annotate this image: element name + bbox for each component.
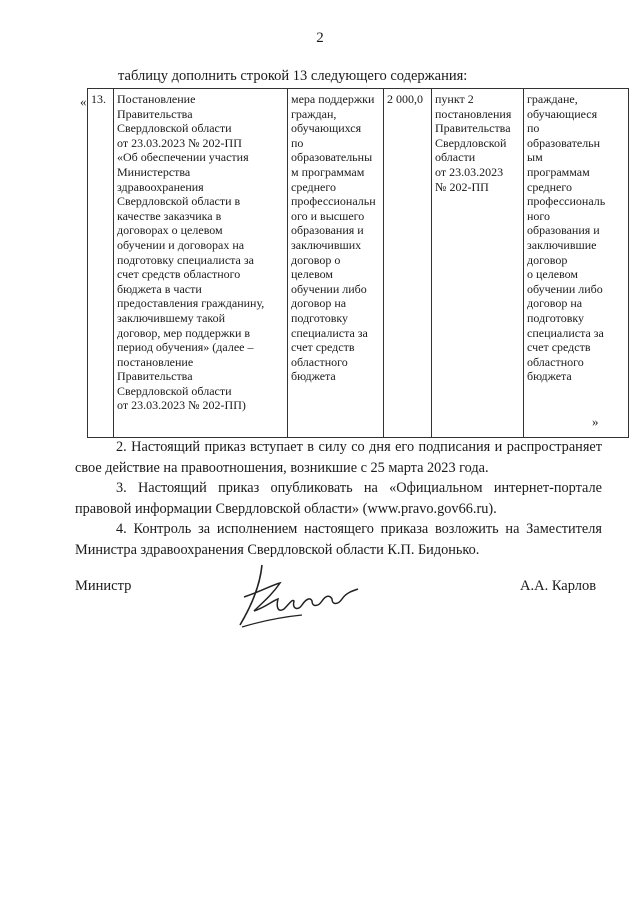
page-number: 2	[316, 30, 324, 46]
paragraph-2: 2. Настоящий приказ вступает в силу со дня его подписания и распространяет свое действие на правоотношения, возникшие с 25 марта 2023 года.	[75, 439, 602, 476]
row-number-cell: 13.	[88, 89, 114, 438]
signatory-title: Министр	[75, 578, 132, 594]
opening-quote: «	[80, 94, 87, 109]
table-intro-text: таблицу дополнить строкой 13 следующего содержания:	[118, 68, 468, 84]
table-row	[88, 89, 629, 438]
measure-cell: мера поддержки граждан, обучающихся по образовательны м программам среднего профессиональн ого и высшего образования и заключивших договор о целевом обучении либо договор на подготовку специалиста за счет средств областного бюджета	[288, 89, 384, 438]
closing-quote: »	[592, 414, 599, 429]
handwritten-signature	[232, 555, 382, 635]
amendment-table	[87, 88, 629, 438]
amount-cell: 2 000,0	[384, 89, 432, 438]
paragraph-4: 4. Контроль за исполнением настоящего приказа возложить на Заместителя Министра здравоохранения Свердловской области К.П. Бидонько.	[75, 521, 602, 558]
basis-cell: пункт 2 постановления Правительства Свердловской области от 23.03.2023 № 202-ПП	[432, 89, 524, 438]
document-cell: Постановление Правительства Свердловской области от 23.03.2023 № 202-ПП «Об обеспечении участия Министерства здравоохранения Свердловской области в качестве заказчика в договорах о целевом обучении и договорах на подготовку специалиста за счет средств областного бюджета в части предоставления гражданину, заключившему такой договор, мер поддержки в период обучения» (далее – постановление Правительства Свердловской области от 23.03.2023 № 202-ПП)	[114, 89, 288, 438]
paragraph-3: 3. Настоящий приказ опубликовать на «Официальном интернет-портале правовой информации Свердловской области» (www.pravo.gov66.ru).	[75, 480, 602, 517]
signatory-name: А.А. Карлов	[520, 578, 597, 594]
recipients-cell: граждане, обучающиеся по образовательн ым программам среднего профессиональ ного образования и заключившие договор о целевом обучении либо договор на подготовку специалиста за счет средств областного бюджета	[524, 89, 629, 438]
